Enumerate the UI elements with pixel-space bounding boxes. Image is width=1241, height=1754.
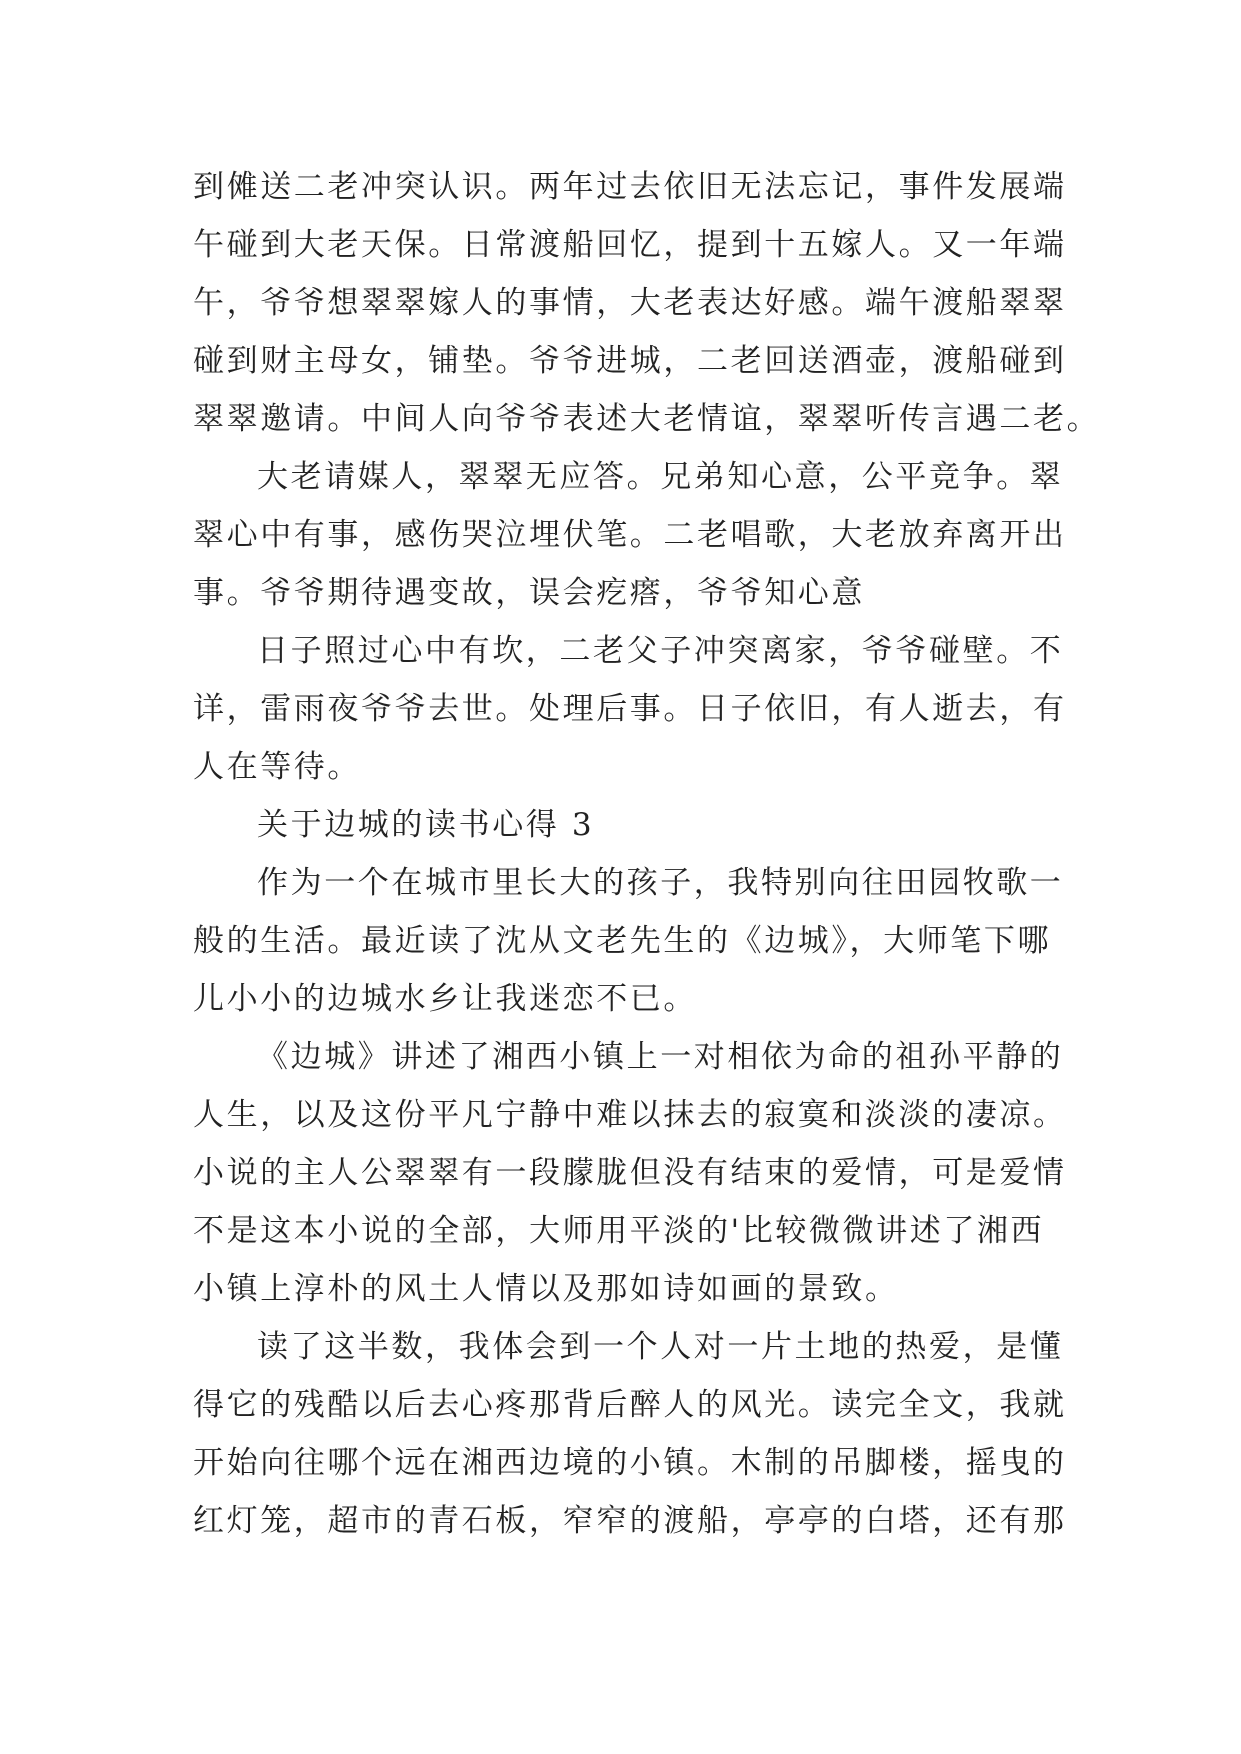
- text-line: 不是这本小说的全部，大师用平淡的'比较微微讲述了湘西: [193, 1213, 1045, 1249]
- paragraph-first-line: 《边城》讲述了湘西小镇上一对相依为命的祖孙平静的: [257, 1039, 1064, 1075]
- text-line: 得它的残酷以后去心疼那背后醉人的风光。读完全文，我就: [193, 1387, 1067, 1423]
- paragraph-first-line: 大老请媒人，翠翠无应答。兄弟知心意，公平竞争。翠: [257, 459, 1064, 495]
- paragraph-first-line: 读了这半数，我体会到一个人对一片土地的热爱，是懂: [257, 1329, 1064, 1365]
- section-heading: 关于边城的读书心得 3: [257, 807, 595, 843]
- text-line: 午，爷爷想翠翠嫁人的事情，大老表达好感。端午渡船翠翠: [193, 285, 1067, 321]
- text-line: 开始向往哪个远在湘西边境的小镇。木制的吊脚楼，摇曳的: [193, 1445, 1067, 1481]
- text-line: 小镇上淳朴的风土人情以及那如诗如画的景致。: [193, 1271, 899, 1307]
- text-line: 翠心中有事，感伤哭泣埋伏笔。二老唱歌，大老放弃离开出: [193, 517, 1067, 553]
- text-line: 碰到财主母女，铺垫。爷爷进城，二老回送酒壶，渡船碰到: [193, 343, 1067, 379]
- text-line: 般的生活。最近读了沈从文老先生的《边城》，大师笔下哪: [193, 923, 1052, 959]
- text-line: 到傩送二老冲突认识。两年过去依旧无法忘记，事件发展端: [193, 169, 1067, 205]
- text-line: 午碰到大老天保。日常渡船回忆，提到十五嫁人。又一年端: [193, 227, 1067, 263]
- paragraph-first-line: 作为一个在城市里长大的孩子，我特别向往田园牧歌一: [257, 865, 1064, 901]
- text-line: 详，雷雨夜爷爷去世。处理后事。日子依旧，有人逝去，有: [193, 691, 1067, 727]
- text-line: 儿小小的边城水乡让我迷恋不已。: [193, 981, 697, 1017]
- text-line: 人生，以及这份平凡宁静中难以抹去的寂寞和淡淡的凄凉。: [193, 1097, 1067, 1133]
- text-line: 翠翠邀请。中间人向爷爷表述大老情谊，翠翠听传言遇二老。: [193, 401, 1101, 437]
- text-line: 人在等待。: [193, 749, 361, 785]
- text-line: 事。爷爷期待遇变故，误会疙瘩，爷爷知心意: [193, 575, 865, 611]
- text-line: 小说的主人公翠翠有一段朦胧但没有结束的爱情，可是爱情: [193, 1155, 1067, 1191]
- text-line: 红灯笼，超市的青石板，窄窄的渡船，亭亭的白塔，还有那: [193, 1503, 1067, 1539]
- document-body: [193, 158, 1101, 1550]
- paragraph-first-line: 日子照过心中有坎，二老父子冲突离家，爷爷碰壁。不: [257, 633, 1064, 669]
